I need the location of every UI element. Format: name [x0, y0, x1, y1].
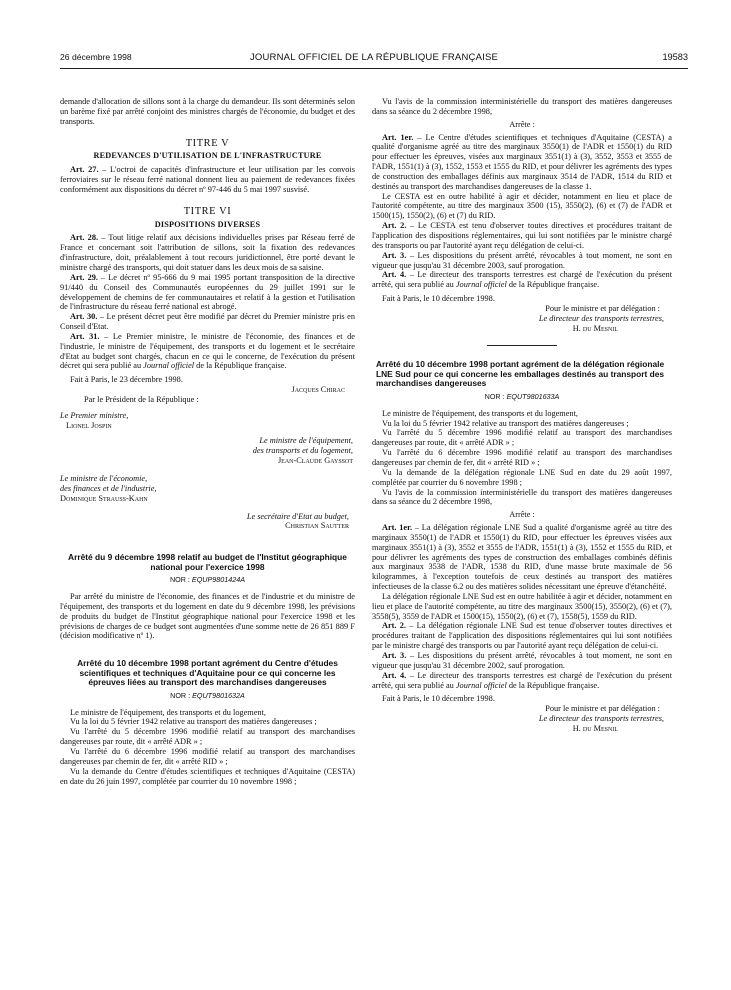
lne-pour-ministre: Pour le ministre et par délégation : [545, 704, 660, 714]
arrete-cesta-vu-demande: Vu la demande du Centre d'études scientifiques et techniques d'Aquitaine (CESTA) en date du 26 juin 1997, complétée par courrier du 10 novembre 1998 ; [60, 766, 355, 786]
article-30-text: – Le présent décret peut être modifié par décret du Premier ministre pris en Conseil d'Etat. [60, 312, 355, 332]
budget-block [60, 512, 349, 532]
arrete-lne-nor-label: NOR : [484, 391, 507, 401]
cesta-arrete-label: Arrête : [509, 119, 535, 129]
article-30 [60, 312, 355, 332]
economie-role-2: des finances et de l'industrie, [60, 483, 157, 493]
lne-fait: Fait à Paris, le 10 décembre 1998. [382, 694, 495, 704]
arrete-cesta-nor-code: EQUT9801632A [192, 690, 245, 700]
lne-minister: Le ministre de l'équipement, des transports et du logement, [382, 408, 578, 418]
header-page-number: 19583 [662, 52, 688, 62]
lne-vu-adr: Vu l'arrêté du 5 décembre 1996 modifié relatif au transport des marchandises dangereuses par route, dit « arrêté ADR » ; [372, 428, 672, 448]
cesta-article-2-text: – Le CESTA est tenu d'observer toutes directives et procédures traitant de l'application des dispositions réglementaires, qui lui sont notifiées par le ministre chargé des transports ou par l'autorité ayant reçu délégation de celui-ci. [372, 221, 672, 250]
header-date: 26 décembre 1998 [60, 52, 132, 62]
intro-paragraph: demande d'allocation de sillons sont à la charge du demandeur. Ils sont déterminés selon un barème fixé par arrêté conjoint des ministres chargés de l'économie, du budget et des transports. [60, 97, 355, 126]
lne-article-1-text: – La délégation régionale LNE Sud a qualité d'organisme agréé au titre des marginaux 3550(1) de l'ADR et 1550(1) du RID, pour effectuer les épreuves visées aux marginaux 3551(1) à (3), 3552 et 3555 de l'ADR, 1551(1) à (3), 1552 et 1555 du RID, et pour délivrer les agréments des types de construction des emballages combinés définis aux marginaux 3538 de l'ADR, 1538 du RID, d'une masse brute maximale de 56 kilogrammes, à l'exception toutefois de ceux destinés au transport des matières infectieuses de la classe 6.2 ou des matières solides nécessitant une épreuve d'étanchéité. [372, 523, 672, 592]
lne-directeur-role: Le directeur des transports terrestres, [538, 714, 664, 724]
lne-article-4-text-b: de la République française. [506, 680, 600, 690]
lne-article-4-text-a: – Le directeur des transports terrestres est chargé de l'exécution du présent arrêté, qui sera publié au [372, 670, 672, 690]
arrete-ign-nor [60, 575, 355, 585]
cesta-directeur-role: Le directeur des transports terrestres, [538, 313, 664, 323]
left-column [60, 97, 355, 786]
arrete-ign-nor-label: NOR : [169, 575, 192, 585]
cesta-article-4 [372, 270, 672, 290]
cesta-article-3 [372, 251, 672, 271]
budget-role: Le secrétaire d'Etat au budget, [246, 511, 349, 521]
cesta-pour-ministre: Pour le ministre et par délégation : [545, 303, 660, 313]
lne-vu-rid: Vu l'arrêté du 6 décembre 1996 modifié relatif au transport des marchandises dangereuses par chemin de fer, dit « arrêté RID » ; [372, 448, 672, 467]
cesta-article-4-text-b: de la République française. [506, 280, 600, 290]
cesta-article-2-label: Art. 2. [382, 221, 407, 231]
cesta-article-4-journal: Journal officiel [455, 280, 507, 290]
economie-name: Dominique Strauss-Kahn [60, 493, 148, 503]
cesta-article-1-p2: Le CESTA est en outre habilité à agir et décider, notamment en lieu et place de l'autorité compétente, au titre des marginaux 3500 (15), 3550(2), (6) et (7) de l'ADR et 1500(15), 1550(2), (6) et (7) du RID. [372, 191, 672, 221]
article-27-label: Art. 27. [70, 165, 99, 175]
article-31-label: Art. 31. [70, 331, 100, 341]
cesta-article-3-text: – Les dispositions du présent arrêté, révocables à tout moment, ne sont en vigueur que jusqu'au 31 décembre 2003, sauf prorogation. [372, 250, 673, 270]
lne-article-2-label: Art. 2. [382, 621, 406, 631]
article-29 [60, 273, 355, 312]
cesta-article-1 [372, 133, 672, 192]
lne-article-4 [372, 671, 672, 691]
arrete-cesta-vu-rid: Vu l'arrêté du 6 décembre 1996 modifié relatif au transport des marchandises dangereuses par chemin de fer, dit « arrêté RID » ; [60, 747, 355, 766]
equipement-block [60, 436, 353, 466]
arrete-cesta-nor [60, 691, 355, 701]
economie-block [60, 474, 355, 504]
article-31-text-a: – Le Premier ministre, le ministre de l'économie, des finances et de l'industrie, le ministre de l'équipement, des transports et du logement et le secrétaire d'Etat au budget sont chargés, chacun en ce qui le concerne, de l'exécution du présent décret qui sera publié au [60, 331, 355, 371]
lne-article-3 [372, 651, 672, 671]
article-31 [60, 332, 355, 371]
titre-vi-heading: TITRE VI [183, 205, 232, 217]
lne-article-2-text: – La délégation régionale LNE Sud est tenue d'observer toutes directives et procédures traitant de l'application des dispositions réglementaires qui lui sont notifiées par le ministre chargé des transports ou par l'autorité ayant reçu délégation de celui-ci. [372, 621, 672, 651]
cesta-article-1-label: Art. 1er. [382, 132, 414, 142]
arrete-ign-nor-code: EQUP9801424A [191, 575, 246, 585]
article-27 [60, 165, 355, 195]
cesta-article-4-label: Art. 4. [382, 270, 407, 280]
lne-article-1 [372, 523, 672, 592]
lne-article-1-label: Art. 1er. [382, 523, 413, 533]
arrete-cesta-vu-adr: Vu l'arrêté du 5 décembre 1996 modifié relatif au transport des marchandises dangereuses par route, dit « arrêté ADR » ; [60, 727, 355, 747]
cesta-article-3-label: Art. 3. [382, 250, 407, 260]
titre-v-heading: TITRE V [185, 137, 230, 149]
lne-article-4-label: Art. 4. [382, 670, 407, 680]
budget-name: Christian Sautter [285, 521, 349, 531]
article-31-text-b: de la République française. [194, 361, 287, 371]
titre-vi-subheading: DISPOSITIONS DIVERSES [154, 219, 261, 229]
article-29-text: – Le décret nº 95-666 du 9 mai 1995 portant transposition de la directive 91/440 du Conseil des Communautés européennes du 29 juillet 1991 sur le développement de chemins de fer communautaires et relatif à la gestion et l'utilisation de l'infrastructure du réseau ferré national est abrogé. [60, 272, 355, 312]
article-28-label: Art. 28. [70, 233, 99, 243]
cesta-vu-commission: Vu l'avis de la commission interministérielle du transport des matières dangereuses dans sa séance du 2 décembre 1998, [372, 97, 672, 116]
article-30-label: Art. 30. [70, 312, 98, 322]
economie-role-1: Le ministre de l'économie, [60, 474, 148, 483]
lne-article-1-p2: La délégation régionale LNE Sud est en outre habilitée à agir et décider, notamment en lieu et place de l'autorité compétente, au titre des marginaux 3500(15), 3550(2), (6) et (7), 3558(5), 3559 de l'ADR et 1500(15), 1550(2), (6) et (7), 1558(5), 1559 du RID. [372, 591, 672, 621]
lne-vu-demande: Vu la demande de la délégation régionale LNE Sud en date du 29 août 1997, complétée par courrier du 6 novembre 1998 ; [372, 467, 672, 487]
pm-block [60, 411, 355, 431]
equipement-role-1: Le ministre de l'équipement, [259, 436, 353, 446]
article-29-label: Art. 29. [70, 272, 98, 282]
equipement-role-2: des transports et du logement, [252, 446, 353, 456]
article-31-journal: Journal officiel [143, 361, 195, 371]
lne-article-4-journal: Journal officiel [455, 680, 507, 690]
lne-arrete-label: Arrête : [509, 510, 535, 520]
lne-directeur-name: H. du Mesnil [572, 723, 618, 733]
right-column [372, 97, 672, 734]
arrete-ign-text: Par arrêté du ministre de l'économie, des finances et de l'industrie et du ministre de l'équipement, des transports et du logement en date du 9 décembre 1998, les prévisions de produits du budget de l'Institut géographique national pour l'exercice 1998 et les prévisions de charges de ce budget sont augmentées d'une somme nette de 26 851 889 F (décision modificative nº 1). [60, 592, 355, 641]
arrete-cesta-vu-loi: Vu la loi du 5 février 1942 relative au transport des matières dangereuses ; [70, 717, 317, 727]
cesta-article-1-text: – Le Centre d'études scientifiques et techniques d'Aquitaine (CESTA) a qualité d'organisme agréé au titre des marginaux 3550(1) de l'ADR et 1550(1) du RID pour effectuer les épreuves, visées aux marginaux 3551(1) à (3), 3552, 3553 et 3555 de l'ADR, 1551(1) à (3), 1552, 1553 et 1555 du RID, et pour délivrer les agréments des types de construction des emballages définis aux marginaux 3514 de l'ADR, 1514 du RID et destinés au transport des marchandises dangereuses de la classe 1. [372, 132, 672, 191]
pm-name: Lionel Jospin [66, 420, 112, 430]
arrete-lne-nor-code: EQUT9801633A [506, 391, 560, 401]
signature-chirac: Jacques Chirac [291, 385, 345, 395]
header-rule [60, 68, 688, 69]
par-le-president: Par le Président de la République : [84, 394, 199, 404]
arrete-lne-title: Arrêté du 10 décembre 1998 portant agrément de la délégation régionale LNE Sud pour ce qui concerne les emballages destinés au transport des marchandises dangereuses [376, 359, 665, 389]
lne-article-3-label: Art. 3. [382, 651, 407, 660]
arrete-cesta-minister: Le ministre de l'équipement, des transports et du logement, [70, 707, 266, 717]
section-separator [487, 345, 557, 346]
arrete-lne-nor [372, 392, 672, 402]
equipement-name: Jean-Claude Gayssot [277, 456, 353, 466]
arrete-ign-title: Arrêté du 9 décembre 1998 relatif au budget de l'Institut géographique national pour l'exercice 1998 [68, 552, 347, 572]
cesta-article-4-text-a: – Le directeur des transports terrestres est chargé de l'exécution du présent arrêté, qui sera publié au [372, 270, 672, 290]
cesta-directeur-name: H. du Mesnil [572, 323, 618, 333]
lne-vu-loi: Vu la loi du 5 février 1942 relative au transport des matières dangereuses ; [382, 418, 629, 428]
arrete-cesta-nor-label: NOR : [170, 690, 193, 700]
header-journal-title: JOURNAL OFFICIEL DE LA RÉPUBLIQUE FRANÇAISE [249, 52, 499, 63]
lne-article-3-text: – Les dispositions du présent arrêté, révocables à tout moment, ne sont en vigueur que jusqu'au 31 décembre 2002, sauf prorogation. [372, 651, 673, 670]
lne-vu-commission: Vu l'avis de la commission interministérielle du transport des matières dangereuses dans sa séance du 2 décembre 1998, [372, 487, 672, 507]
cesta-article-2 [372, 221, 672, 251]
pm-role: Le Premier ministre, [60, 410, 129, 420]
article-28 [60, 233, 355, 272]
page-header [60, 52, 688, 66]
arrete-cesta-title: Arrêté du 10 décembre 1998 portant agrément du Centre d'études scientifiques et techniques d'Aquitaine pour ce qui concerne les épreuves liées au transport des marchandises dangereuses [77, 658, 338, 688]
titre-v-subheading: REDEVANCES D'UTILISATION DE L'INFRASTRUCTURE [93, 151, 322, 161]
lne-article-2 [372, 621, 672, 651]
article-28-text: – Tout litige relatif aux décisions individuelles prises par Réseau ferré de France et concernant soit l'attribution de sillons, soit la fixation des redevances d'infrastructure, doit, préalablement à tout recours juridictionnel, être porté devant le ministre chargé des transports, qui doit statuer dans les deux mois de sa saisine. [60, 233, 355, 272]
fait-a-paris: Fait à Paris, le 23 décembre 1998. [70, 375, 183, 385]
cesta-fait: Fait à Paris, le 10 décembre 1998. [382, 294, 495, 304]
article-27-text: – L'octroi de capacités d'infrastructure et leur utilisation par les convois ferroviaires sur le réseau ferré national donnent lieu au paiement de redevances fixées conformément aux dispositions du décret nº 97-446 du 5 mai 1997 susvisé. [60, 165, 355, 194]
